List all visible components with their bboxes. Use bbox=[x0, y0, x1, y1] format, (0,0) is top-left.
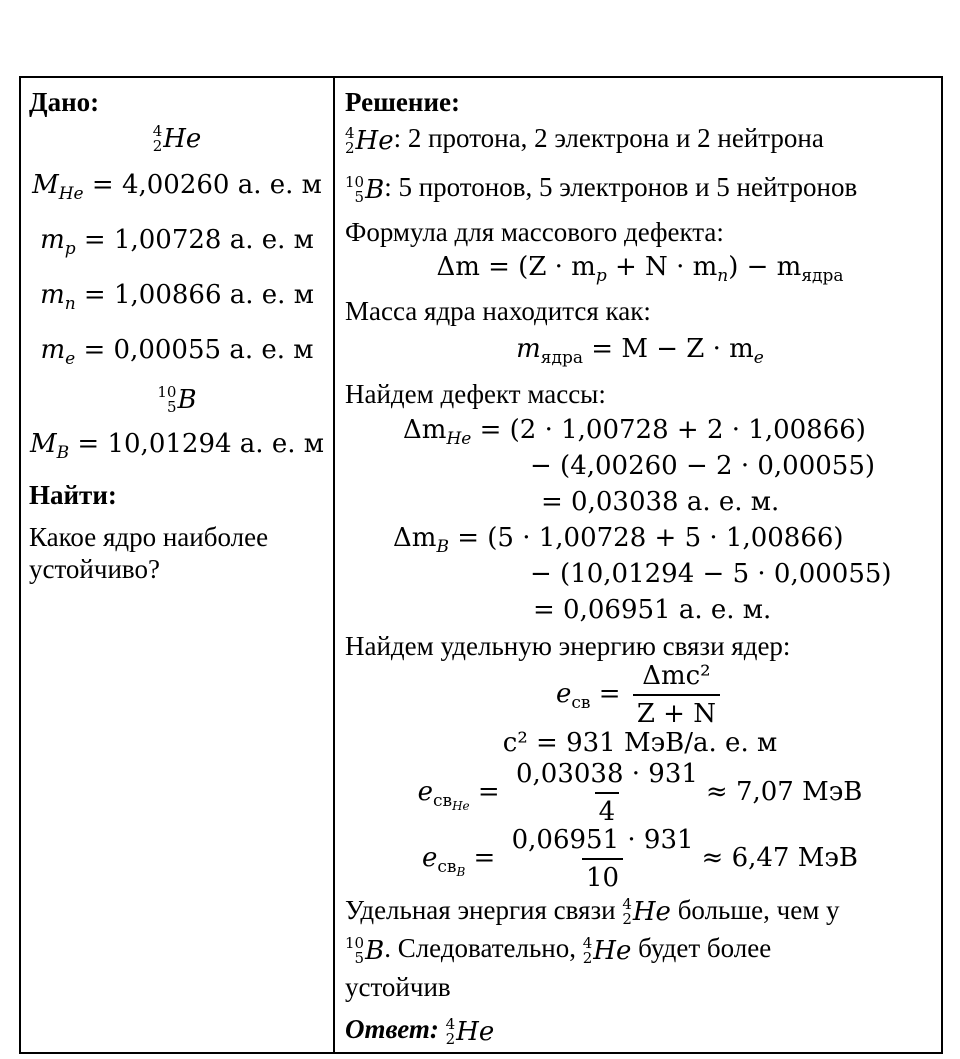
given-heading: Дано: bbox=[29, 87, 100, 117]
defect-he-line2: − (4,00260 − 2 · 0,00055) bbox=[530, 450, 876, 481]
c2-line: c² = 931 МэВ/а. е. м bbox=[502, 727, 778, 758]
defect-he-block bbox=[345, 412, 935, 520]
defect-label: Формула для массового дефекта: bbox=[345, 216, 724, 247]
given-column bbox=[21, 78, 335, 1052]
solution-column bbox=[335, 78, 941, 1052]
b-composition: 10 5 B : 5 протонов, 5 электронов и 5 нейтронов bbox=[345, 171, 858, 206]
find-energy-label: Найдем удельную энергию связи ядер: bbox=[345, 630, 791, 661]
energy-b: $e_{свB}$ = $\frac{0,06951 \cdot 931}{10}$ ≈ 6,47 МэВ bbox=[421, 824, 859, 893]
solution-table bbox=[19, 76, 943, 1054]
b-nuclide: 10 5 B bbox=[157, 383, 197, 416]
given-mass-electron: $m_e = 0,00055$ а. е. м bbox=[40, 335, 314, 369]
question-text: Какое ядро наиболее устойчиво? bbox=[29, 522, 269, 584]
answer: Ответ: 4 2 He bbox=[345, 1014, 495, 1048]
defect-b-block bbox=[345, 520, 935, 628]
defect-b-line2: − (10,01294 − 5 · 0,00055) bbox=[530, 558, 892, 589]
core-label: Масса ядра находится как: bbox=[345, 295, 651, 326]
find-defect-label: Найдем дефект массы: bbox=[345, 378, 606, 409]
defect-b-line3: = 0,06951 а. е. м. bbox=[533, 594, 772, 625]
defect-formula: $\Delta m = (Z \cdot m_p + N \cdot m_n) - m_{ядра}$ bbox=[436, 251, 844, 286]
given-mass-neutron: $m_n = 1,00866$ а. е. м bbox=[40, 280, 314, 314]
given-mass-proton: $m_p = 1,00728$ а. е. м bbox=[40, 225, 314, 259]
defect-b-line1: $\Delta m_B = (5 \cdot 1,00728 + 5 \cdot 1,00866)$ bbox=[393, 522, 844, 557]
given-mass-he: $M_{He} = 4,00260$ а. е. м bbox=[32, 170, 322, 204]
core-formula: $m_{ядра} = M - Z \cdot m_e$ bbox=[516, 333, 764, 368]
energy-he: $e_{свHe}$ = $\frac{0,03038 \cdot 931}{4}$ ≈ 7,07 МэВ bbox=[417, 758, 863, 827]
find-heading: Найти: bbox=[29, 480, 117, 510]
energy-formula: $e_{св}$ = $\frac{\text{Δmc²}}{Z + N}$ bbox=[345, 660, 935, 730]
defect-he-line1: $\Delta m_{He} = (2 \cdot 1,00728 + 2 \cdot 1,00866)$ bbox=[403, 414, 866, 449]
defect-he-line3: = 0,03038 а. е. м. bbox=[541, 486, 780, 517]
conclusion: Удельная энергия связи 4 2 He больше, чем у 10 5 B . Следовательно, 4 2 He будет более устойчив bbox=[345, 894, 840, 1003]
solution-heading: Решение: bbox=[345, 87, 460, 117]
given-mass-b: $M_B = 10,01294$ а. е. м bbox=[30, 429, 324, 463]
he-nuclide: 4 2 He bbox=[152, 122, 202, 155]
he-composition: 4 2 He : 2 протона, 2 электрона и 2 нейтрона bbox=[345, 123, 824, 157]
